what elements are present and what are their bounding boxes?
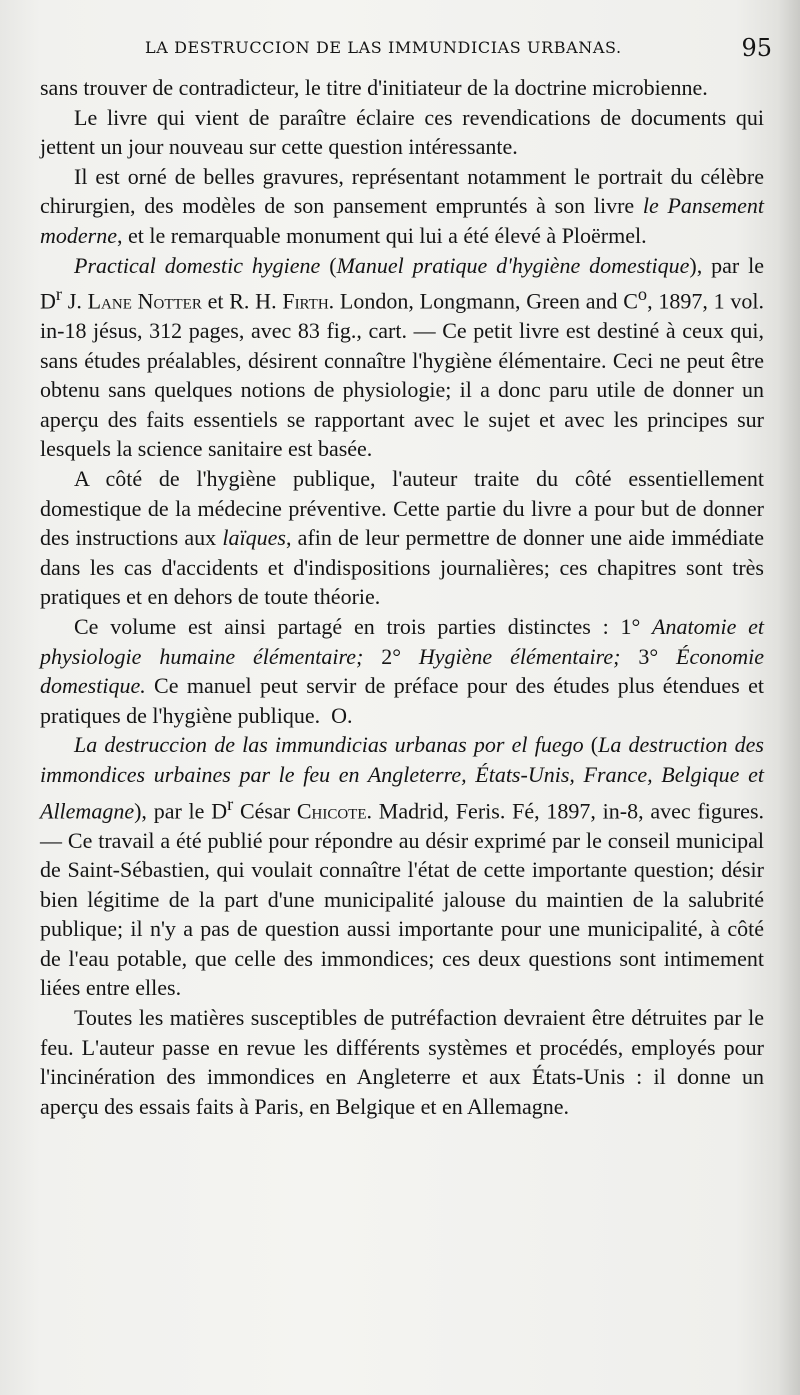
page-edge-shadow — [778, 0, 800, 1395]
paragraph-text: , afin de leur permettre de donner une aide immédiate dans les cas d'accidents et d'indispositions journalières; ces chapitres sont très pratiques et en dehors de toute théorie. — [40, 525, 764, 610]
book-title: le Pansement moderne — [40, 193, 765, 248]
book-title: La destruccion de las immundicias urbanas por el fuego — [74, 732, 584, 758]
paragraph-text: . Madrid, Feris. Fé, 1897, in-8, avec figures. — Ce travail a été publié pour répondre au désir exprimé par le conseil municipal de Saint-Sébastien, qui voulait connaître l'état de cette importante question; désir bien légitime de la part d'une municipalité jalouse du maintien de la salubrité publique; il n'y a pas de question aussi importante pour une municipalité, à côté de l'eau potable, que celle des immondices; ces deux questions sont intimement liées entre elles. — [40, 797, 764, 1001]
book-title: Practical domestic hygiene — [74, 252, 321, 278]
paragraph-text: Ce manuel peut servir de préface pour des études plus étendues et pratiques de l'hygiène publique. — [40, 673, 764, 728]
book-subtitle: Manuel pratique d'hygiène domestique — [336, 252, 690, 278]
part-title: Économie domestique. — [40, 643, 764, 699]
part-title: Anatomie et physiologie humaine élémentaire; — [40, 614, 764, 669]
review-practical-hygiene: Practical domestic hygiene (Manuel pratique d'hygiène domestique), par le $D^r$ J. Lane Notter et R. H. Firth. London, Longmann, Green and $C^o$, 1897, 1 vol. in-18 jésus, 312 pages, avec 83 fig., cart. — Ce petit livre est destiné à ceux qui, sans études préalables, désirent connaître l'hygiène élémentaire. Ceci ne peut être obtenu sans quelques notions de physiologie; il a donc paru utile de donner un aperçu des faits essentiels se rapportant avec le sujet et avec les principes sur lesquels la science sanitaire est basée. — [40, 252, 764, 462]
paragraph-text: Toutes les matières susceptibles de putréfaction devraient être détruites par le feu. L'auteur passe en revue les différents systèmes et procédés, employés pour l'incinération des immondices en Angleterre et aux États-Unis : il donne un aperçu des essais faits à Paris, en Belgique et en Allemagne. — [40, 1005, 764, 1119]
paragraph-text: sans trouver de contradicteur, le titre d'initiateur de la doctrine microbienne. — [40, 75, 708, 100]
author-name: Lane Notter — [87, 288, 202, 314]
paragraph-volume-parts: Ce volume est ainsi partagé en trois parties distinctes : 1° Anatomie et physiologie humaine élémentaire; 2° Hygiène élémentaire; 3° Économie domestique. Ce manuel peut servir de préface pour des études plus étendues et pratiques de l'hygiène publique. O. — [40, 614, 764, 728]
book-subtitle: La destruction des immondices urbaines par le feu en Angleterre, États-Unis, France, Belgique et Allemagne — [40, 732, 764, 823]
part-title: Hygiène élémentaire; — [418, 643, 621, 669]
author-name: Chicote — [296, 797, 367, 823]
paragraph-hygiene-publique — [40, 464, 764, 612]
emphasis: laïques — [222, 525, 286, 551]
paragraph-gravures — [40, 162, 764, 251]
paragraph-text: , et le remarquable monument qui lui a été élevé à Ploërmel. — [116, 222, 647, 248]
text-block — [40, 73, 764, 1121]
paragraph-incineration — [40, 1003, 764, 1121]
running-head — [0, 34, 800, 74]
review-destruccion-immundicias: La destruccion de las immundicias urbanas por el fuego (La destruction des immondices urbaines par le feu en Angleterre, États-Unis, France, Belgique et Allemagne), par le $D^r$ César Chicote. Madrid, Feris. Fé, 1897, in-8, avec figures. — Ce travail a été publié pour répondre au désir exprimé par le conseil municipal de Saint-Sébastien, qui voulait connaître l'état de cette importante question; désir bien légitime de la part d'une municipalité jalouse du maintien de la salubrité publique; il n'y a pas de question aussi importante pour une municipalité, à côté de l'eau potable, que celle des immondices; ces deux questions sont intimement liées entre elles. — [40, 732, 764, 1001]
page-number: 95 — [741, 34, 772, 62]
running-title: LA DESTRUCCION DE LAS IMMUNDICIAS URBANAS. — [145, 38, 622, 57]
paragraph-text: A côté de l'hygiène publique, l'auteur traite du côté essentiellement domestique de la médecine préventive. Cette partie du livre a pour but de donner des instructions aux — [40, 466, 764, 551]
reviewer-signature: O. — [331, 702, 353, 728]
paragraph-continuation — [40, 73, 764, 103]
paragraph-text: Il est orné de belles gravures, représentant notamment le portrait du célèbre chirurgien, des modèles de son pansement empruntés à son livre — [40, 163, 764, 219]
paragraph-text: Le livre qui vient de paraître éclaire ces revendications de documents qui jettent un jour nouveau sur cette question intéressante. — [40, 104, 764, 160]
paragraph-text: , 1897, 1 vol. in-18 jésus, 312 pages, avec 83 fig., cart. — Ce petit livre est destiné à ceux qui, sans études préalables, désirent connaître l'hygiène élémentaire. Ceci ne peut être obtenu sans quelques notions de physiologie; il a donc paru utile de donner un aperçu des faits essentiels se rapportant avec le sujet et avec les principes sur lesquels la science sanitaire est basée. — [40, 288, 764, 462]
author-name: Firth — [282, 288, 329, 314]
paragraph-revendications — [40, 103, 764, 162]
